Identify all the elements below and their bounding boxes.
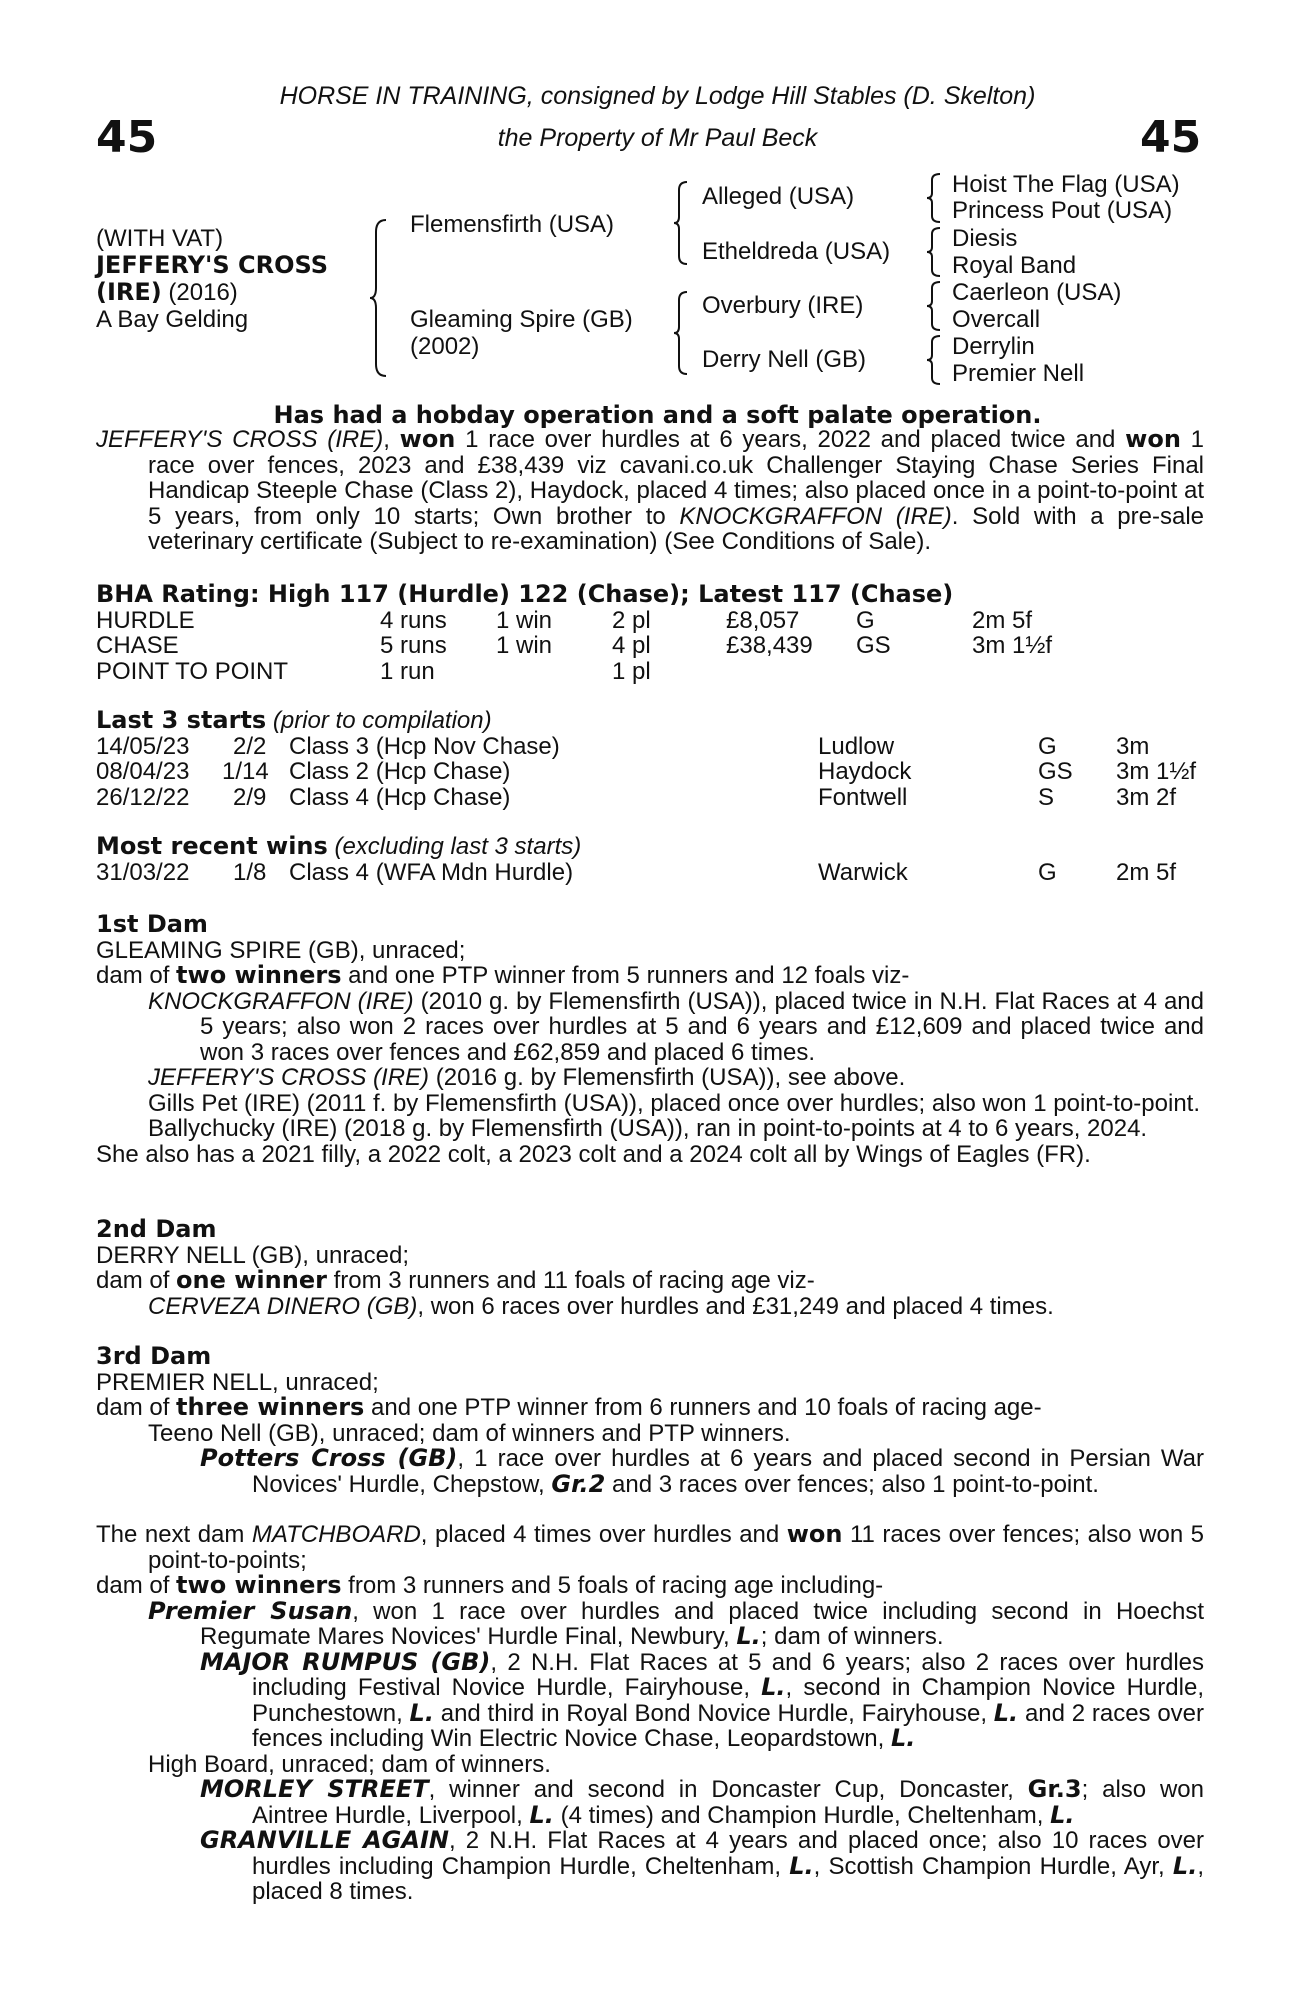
pedigree-ggp-1: Hoist The Flag (USA) xyxy=(952,171,1180,198)
pedigree-ggp-6: Overcall xyxy=(952,306,1041,333)
pedigree-brace-3 xyxy=(925,280,943,332)
table-row: 08/04/23 1/14 Class 2 (Hcp Chase) Haydock GS 3m 1½f xyxy=(96,758,1197,785)
pedigree-dam-year: (2002) xyxy=(410,333,480,360)
pedigree-gp-3: Overbury (IRE) xyxy=(702,292,864,319)
table-row: 31/03/22 1/8 Class 4 (WFA Mdn Hurdle) Warwick G 2m 5f xyxy=(96,858,1177,886)
pedigree-brace-main xyxy=(368,218,390,378)
pedigree-dam: Gleaming Spire (GB) xyxy=(410,306,633,333)
next-dam-section: The next dam MATCHBOARD, placed 4 times over hurdles and won 11 races over fences; also won 5 point-to-points; dam of two winners from 3 runners and 5 foals of racing age including- Premier Susan, won 1 race over hurdles and placed twice including second in Hoechst Regumate Mares Novices' Hurdle Final, Newbury, L.; dam of winners. MAJOR RUMPUS (GB), 2 N.H. Flat Races at 5 and 6 years; also 2 races over hurdles including Festival Novice Hurdle, Fairyhouse, L., second in Champion Novice Hurdle, Punchestown, L. and third in Royal Bond Novice Hurdle, Fairyhouse, L. and 2 races over fences including Win Electric Novice Chase, Leopardstown, L. High Board, unraced; dam of winners. MORLEY STREET, winner and second in Doncaster Cup, Doncaster, Gr.3; also won Aintree Hurdle, Liverpool, L. (4 times) and Champion Hurdle, Cheltenham, L. GRANVILLE AGAIN, 2 N.H. Flat Races at 4 years and placed once; also 10 races over hurdles including Champion Hurdle, Cheltenham, L., Scottish Champion Hurdle, Ayr, L., placed 8 times. xyxy=(96,1520,1205,1905)
bha-heading: BHA Rating: High 117 (Hurdle) 122 (Chase); Latest 117 (Chase) xyxy=(96,580,954,608)
last3-heading: Last 3 starts xyxy=(96,706,267,734)
veterinary-notice: Has had a hobday operation and a soft palate operation. xyxy=(273,401,1042,429)
pedigree-ggp-3: Diesis xyxy=(952,225,1018,252)
recent-wins-heading: Most recent wins xyxy=(96,832,328,860)
pedigree-ggp-2: Princess Pout (USA) xyxy=(952,197,1173,224)
second-dam-heading: 2nd Dam xyxy=(96,1215,217,1243)
lot-number-left: 45 xyxy=(96,112,158,163)
pedigree-ggp-4: Royal Band xyxy=(952,252,1077,279)
pedigree-brace-2 xyxy=(925,226,943,278)
first-dam-heading: 1st Dam xyxy=(96,910,208,938)
last-3-starts-table: Last 3 starts (prior to compilation) 14/05/23 2/2 Class 3 (Hcp Nov Chase) Ludlow G 3m 08/04/23 1/14 Class 2 (Hcp Chase) Haydock GS 3m 1½f 26/12/22 2/9 Class 4 (Hcp Chase) Fontwell S 3m 2f xyxy=(96,708,1204,810)
horse-name: JEFFERY'S CROSS xyxy=(96,251,329,279)
pedigree-gp-1: Alleged (USA) xyxy=(702,183,855,210)
second-dam-section: 2nd Dam DERRY NELL (GB), unraced; dam of one winner from 3 runners and 11 foals of racing age viz- CERVEZA DINERO (GB), won 6 races over hurdles and £31,249 and placed 4 times. xyxy=(96,1217,1204,1319)
table-row: 26/12/22 2/9 Class 4 (Hcp Chase) Fontwell S 3m 2f xyxy=(96,783,1177,811)
first-dam-section: 1st Dam GLEAMING SPIRE (GB), unraced; dam of two winners and one PTP winner from 5 runners and 12 foals viz- KNOCKGRAFFON (IRE) (2010 g. by Flemensfirth (USA)), placed twice in N.H. Flat Races at 4 and 5 years; also won 2 races over hurdles at 5 and 6 years and £12,609 and placed twice and won 3 races over fences and £62,859 and placed 6 times. JEFFERY'S CROSS (IRE) (2016 g. by Flemensfirth (USA)), see above. Gills Pet (IRE) (2011 f. by Flemensfirth (USA)), placed once over hurdles; also won 1 point-to-point. Ballychucky (IRE) (2018 g. by Flemensfirth (USA)), ran in point-to-points at 4 to 6 years, 2024. She also has a 2021 filly, a 2022 colt, a 2023 colt and a 2024 colt all by Wings of Eagles (FR). xyxy=(96,910,1204,1168)
pedigree-gp-4: Derry Nell (GB) xyxy=(702,346,867,373)
pedigree-brace-1 xyxy=(925,172,943,224)
pedigree-ggp-7: Derrylin xyxy=(952,333,1035,360)
summary-paragraph: JEFFERY'S CROSS (IRE), won 1 race over hurdles at 6 years, 2022 and placed twice and won 1 race over fences, 2023 and £38,439 viz cavani.co.uk Challenger Staying Chase Series Final Handicap Steeple Chase (Class 2), Haydock, placed 4 times; also placed once in a point-to-point at 5 years, from only 10 starts; Own brother to KNOCKGRAFFON (IRE). Sold with a pre-sale veterinary certificate (Subject to re-examination) (See Conditions of Sale). xyxy=(96,425,1205,555)
table-row: HURDLE 4 runs 1 win 2 pl £8,057 G 2m 5f xyxy=(96,606,1033,634)
table-row: CHASE 5 runs 1 win 4 pl £38,439 GS 3m 1½f xyxy=(96,632,1053,659)
table-row: POINT TO POINT 1 run 1 pl xyxy=(96,657,651,685)
horse-origin-year: (IRE) (2016) xyxy=(96,278,238,306)
lot-subtitle: the Property of Mr Paul Beck xyxy=(497,124,818,152)
pedigree-gp-2: Etheldreda (USA) xyxy=(702,238,891,265)
bha-rating-table xyxy=(96,582,1204,684)
pedigree-ggp-8: Premier Nell xyxy=(952,360,1085,387)
pedigree-brace-sire xyxy=(672,180,690,266)
third-dam-heading: 3rd Dam xyxy=(96,1342,212,1370)
pedigree-brace-4 xyxy=(925,334,943,386)
table-row: 14/05/23 2/2 Class 3 (Hcp Nov Chase) Ludlow G 3m xyxy=(96,732,1150,760)
pedigree-brace-dam xyxy=(672,290,690,376)
pedigree-ggp-5: Caerleon (USA) xyxy=(952,279,1122,306)
horse-description: A Bay Gelding xyxy=(96,306,249,333)
vat-note: (WITH VAT) xyxy=(96,225,224,252)
lot-title: HORSE IN TRAINING, consigned by Lodge Hill Stables (D. Skelton) xyxy=(279,82,1036,110)
pedigree-sire: Flemensfirth (USA) xyxy=(410,211,615,238)
third-dam-section: 3rd Dam PREMIER NELL, unraced; dam of three winners and one PTP winner from 6 runners and 10 foals of racing age- Teeno Nell (GB), unraced; dam of winners and PTP winners. Potters Cross (GB), 1 race over hurdles at 6 years and placed second in Persian War Novices' Hurdle, Chepstow, Gr.2 and 3 races over fences; also 1 point-to-point. xyxy=(96,1342,1204,1498)
lot-number-right: 45 xyxy=(1140,112,1202,163)
most-recent-wins-table: Most recent wins (excluding last 3 starts) 31/03/22 1/8 Class 4 (WFA Mdn Hurdle) Warwick G 2m 5f xyxy=(96,834,1204,885)
